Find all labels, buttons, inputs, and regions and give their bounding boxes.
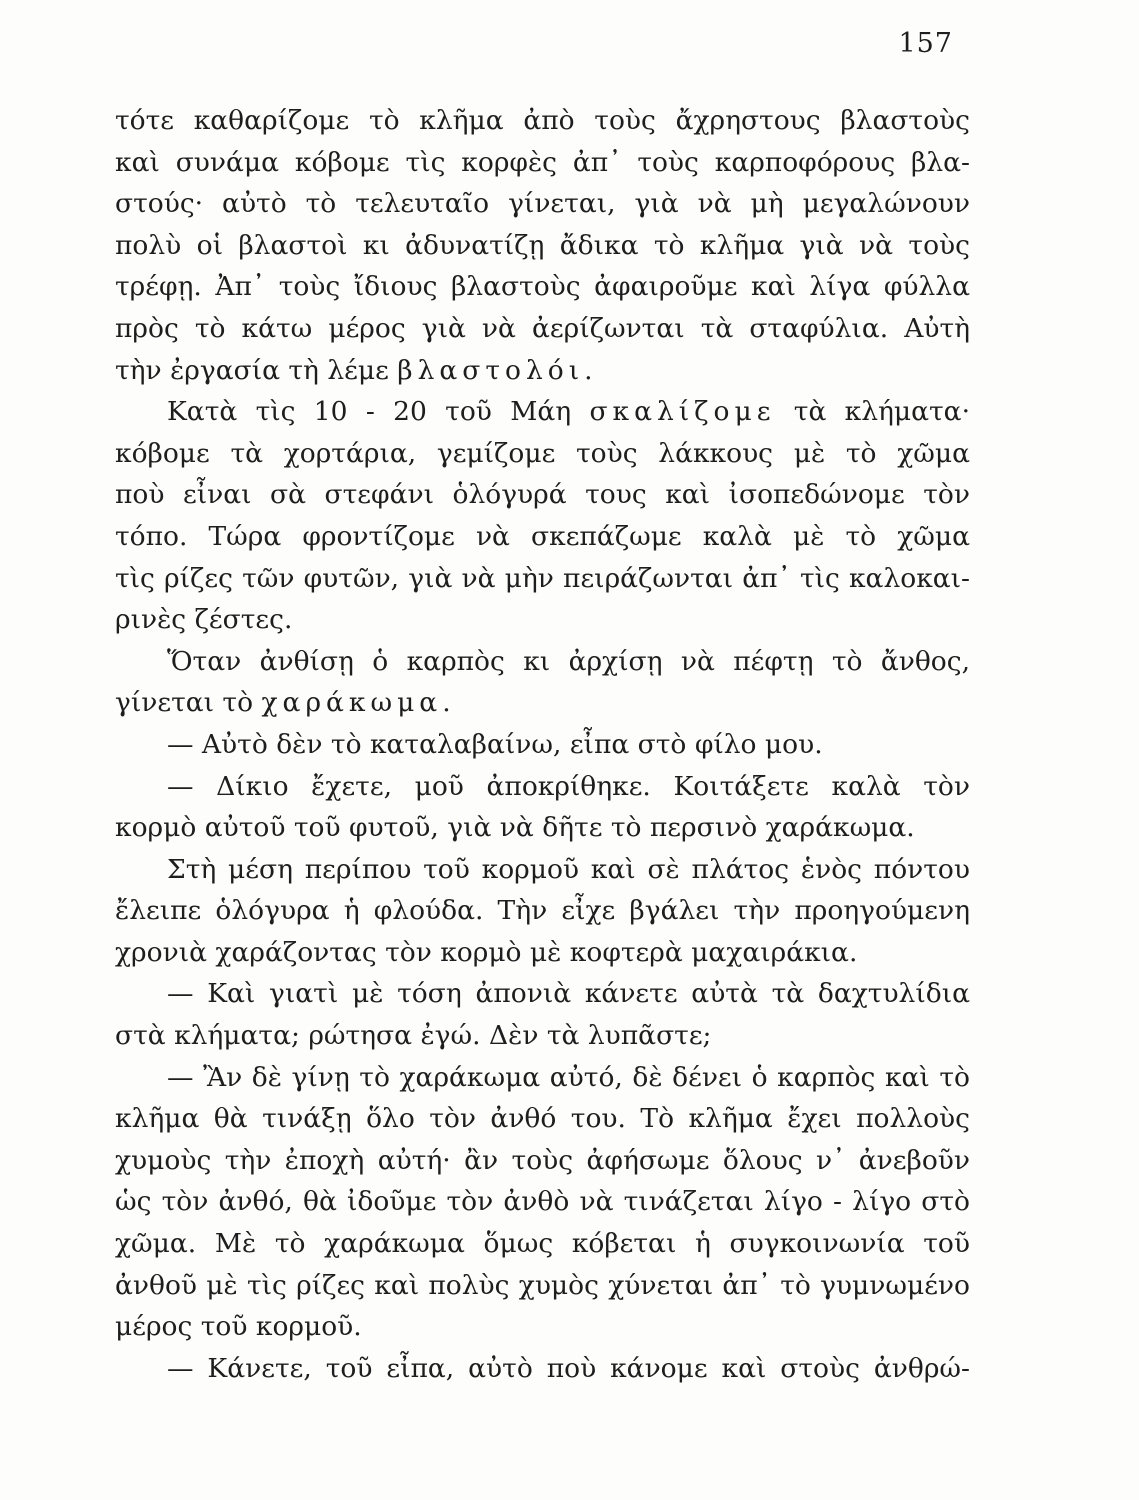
- text-line: κορμὸ αὐτοῦ τοῦ φυτοῦ, γιὰ νὰ δῆτε τὸ περσινὸ χαράκωμα.: [115, 812, 915, 844]
- text-line: Στὴ μέση περίπου τοῦ κορμοῦ καὶ σὲ πλάτος ἑνὸς πόντου: [167, 853, 970, 885]
- text-line: τρέφῃ. Ἀπ᾽ τοὺς ἴδιους βλαστοὺς ἀφαιροῦμε καὶ λίγα φύλλα: [115, 271, 970, 303]
- text-line: — Καὶ γιατὶ μὲ τόση ἀπονιὰ κάνετε αὐτὰ τὰ δαχτυλίδια: [167, 978, 970, 1010]
- text-line: ποὺ εἶναι σὰ στεφάνι ὁλόγυρά τους καὶ ἰσοπεδώνομε τὸν: [115, 479, 970, 511]
- text-line: — Ἂν δὲ γίνῃ τὸ χαράκωμα αὐτό, δὲ δένει ὁ καρπὸς καὶ τὸ: [167, 1061, 970, 1093]
- spaced-term: βλαστολόι: [397, 354, 585, 386]
- line-text-before: Κατὰ τὶς 10 - 20 τοῦ Μάη: [167, 396, 590, 428]
- text-line: — Αὐτὸ δὲν τὸ καταλαβαίνω, εἶπα στὸ φίλο μου.: [167, 728, 823, 760]
- text-line: πολὺ οἱ βλαστοὶ κι ἀδυνατίζῃ ἄδικα τὸ κλῆμα γιὰ νὰ τοὺς: [115, 229, 970, 261]
- spaced-term: χαράκωμα: [261, 687, 443, 719]
- text-line: [115, 682, 970, 724]
- text-line: κόβομε τὰ χορτάρια, γεμίζομε τοὺς λάκκους μὲ τὸ χῶμα: [115, 437, 970, 469]
- line-text-after: .: [442, 687, 451, 719]
- text-line: — Δίκιο ἔχετε, μοῦ ἀποκρίθηκε. Κοιτάξετε καλὰ τὸν: [167, 770, 970, 802]
- text-line: μέρος τοῦ κορμοῦ.: [115, 1311, 362, 1343]
- page-number: 157: [898, 28, 953, 59]
- text-line: ἀνθοῦ μὲ τὶς ρίζες καὶ πολὺς χυμὸς χύνεται ἀπ᾽ τὸ γυμνωμένο: [115, 1269, 970, 1301]
- text-line: [115, 350, 970, 392]
- text-line: χρονιὰ χαράζοντας τὸν κορμὸ μὲ κοφτερὰ μαχαιράκια.: [115, 936, 858, 968]
- spaced-term: σκαλίζομε: [589, 396, 776, 428]
- text-line: χυμοὺς τὴν ἐποχὴ αὐτή· ἂν τοὺς ἀφήσωμε ὅλους ν᾽ ἀνεβοῦν: [115, 1144, 970, 1176]
- text-line: τὶς ρίζες τῶν φυτῶν, γιὰ νὰ μὴν πειράζωνται ἀπ᾽ τὶς καλοκαι-: [115, 562, 970, 594]
- text-line: κλῆμα θὰ τινάξῃ ὅλο τὸν ἀνθό του. Τὸ κλῆμα ἔχει πολλοὺς: [115, 1103, 970, 1135]
- text-line: τόπο. Τώρα φροντίζομε νὰ σκεπάζωμε καλὰ μὲ τὸ χῶμα: [115, 520, 970, 552]
- line-text-before: γίνεται τὸ: [115, 687, 262, 719]
- text-line: ἔλειπε ὁλόγυρα ἡ φλούδα. Τὴν εἶχε βγάλει τὴν προηγούμενη: [115, 895, 970, 927]
- line-text-before: τὴν ἐργασία τὴ λέμε: [115, 354, 398, 386]
- text-line: Ὅταν ἀνθίσῃ ὁ καρπὸς κι ἀρχίσῃ νὰ πέφτῃ τὸ ἄνθος,: [167, 645, 970, 677]
- line-text-after: τὰ κλήματα·: [775, 396, 971, 428]
- text-line: πρὸς τὸ κάτω μέρος γιὰ νὰ ἀερίζωνται τὰ σταφύλια. Αὐτὴ: [115, 312, 970, 344]
- text-line: [115, 391, 970, 433]
- text-line: καὶ συνάμα κόβομε τὶς κορφὲς ἀπ᾽ τοὺς καρποφόρους βλα-: [115, 146, 970, 178]
- text-line: χῶμα. Μὲ τὸ χαράκωμα ὅμως κόβεται ἡ συγκοινωνία τοῦ: [115, 1228, 970, 1260]
- text-body: [115, 100, 970, 1389]
- text-line: στὰ κλήματα; ρώτησα ἐγώ. Δὲν τὰ λυπᾶστε;: [115, 1020, 712, 1052]
- text-line: ρινὲς ζέστες.: [115, 604, 293, 636]
- text-line: ὡς τὸν ἀνθό, θὰ ἰδοῦμε τὸν ἀνθὸ νὰ τινάζεται λίγο - λίγο στὸ: [115, 1186, 970, 1218]
- text-line: τότε καθαρίζομε τὸ κλῆμα ἀπὸ τοὺς ἄχρηστους βλαστοὺς: [115, 105, 970, 136]
- text-line: — Κάνετε, τοῦ εἶπα, αὐτὸ ποὺ κάνομε καὶ στοὺς ἀνθρώ-: [167, 1352, 970, 1384]
- text-line: στούς· αὐτὸ τὸ τελευταῖο γίνεται, γιὰ νὰ μὴ μεγαλώνουν: [115, 188, 970, 220]
- line-text-after: .: [584, 354, 593, 386]
